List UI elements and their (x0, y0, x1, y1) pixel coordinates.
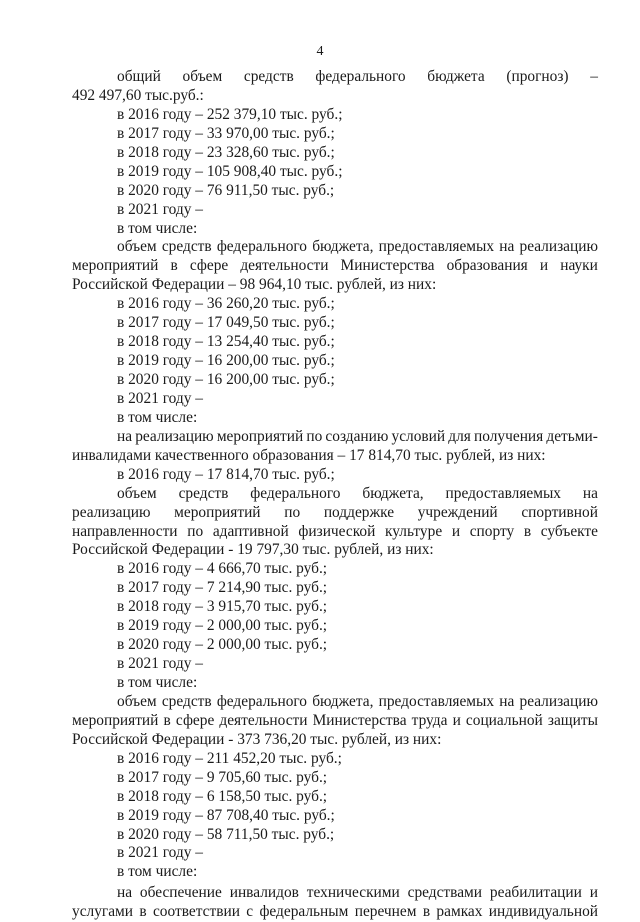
labor-line-3: Российской Федерации - 373 736,20 тыс. рублей, из них: (72, 730, 442, 748)
year-line: в 2021 году – (117, 389, 203, 407)
document-body (72, 68, 598, 922)
children-line-2: инвалидами качественного образования – 17 814,70 тыс. рублей, из них: (72, 446, 546, 464)
year-line: в 2019 году – 105 908,40 тыс. руб.; (117, 162, 343, 180)
year-line: в 2020 году – 2 000,00 тыс. руб.; (117, 636, 328, 654)
year-line: в 2017 году – 17 049,50 тыс. руб.; (117, 314, 335, 332)
education-line-1: объем средств федерального бюджета, предоставляемых на реализацию (117, 238, 598, 256)
sport-line-1: объем средств федерального бюджета, предоставляемых на (117, 484, 598, 502)
year-line: в 2018 году – 6 158,50 тыс. руб.; (117, 787, 328, 805)
federal-total-amount: 492 497,60 тыс.руб.: (72, 86, 204, 104)
year-line: в 2017 году – 33 970,00 тыс. руб.; (117, 124, 335, 142)
year-line: в 2019 году – 2 000,00 тыс. руб.; (117, 617, 328, 635)
year-line: в 2018 году – 13 254,40 тыс. руб.; (117, 333, 335, 351)
year-line: в 2021 году – (117, 844, 203, 862)
labor-line-1: объем средств федерального бюджета, предоставляемых на реализацию (117, 692, 598, 710)
year-line: в 2016 году – 4 666,70 тыс. руб.; (117, 560, 328, 578)
federal-total-line: общий объем средств федерального бюджета (прогноз) – (117, 68, 598, 85)
including-label: в том числе: (117, 863, 198, 881)
page-number: 4 (316, 44, 324, 59)
year-line: в 2016 году – 252 379,10 тыс. руб.; (117, 105, 343, 123)
year-line: в 2016 году – 211 452,20 тыс. руб.; (117, 749, 342, 767)
year-line: в 2020 году – 58 711,50 тыс. руб.; (117, 825, 335, 843)
education-line-2: мероприятий в сфере деятельности Министерства образования и науки (72, 257, 598, 275)
year-line: в 2017 году – 7 214,90 тыс. руб.; (117, 579, 328, 597)
year-line: в 2019 году – 16 200,00 тыс. руб.; (117, 352, 335, 370)
year-line: в 2016 году – 36 260,20 тыс. руб.; (117, 295, 335, 313)
year-line: в 2018 году – 23 328,60 тыс. руб.; (117, 143, 335, 161)
year-line: в 2021 году – (117, 655, 203, 673)
year-line: в 2018 году – 3 915,70 тыс. руб.; (117, 598, 328, 616)
labor-line-2: мероприятий в сфере деятельности Министерства труда и социальной защиты (72, 711, 598, 729)
children-line-1: на реализацию мероприятий по созданию условий для получения детьми- (117, 427, 598, 445)
sport-line-2: реализацию мероприятий по поддержке учреждений спортивной (72, 503, 598, 521)
year-line: в 2019 году – 87 708,40 тыс. руб.; (117, 806, 335, 824)
sport-line-3: направленности по адаптивной физической культуре и спорту в субъекте (72, 522, 598, 540)
rehab-line-1: на обеспечение инвалидов техническими средствами реабилитации и (117, 884, 598, 902)
including-label: в том числе: (117, 674, 198, 691)
year-line: в 2017 году – 9 705,60 тыс. руб.; (117, 768, 328, 786)
year-line: в 2021 году – (117, 200, 203, 218)
year-line: в 2016 году – 17 814,70 тыс. руб.; (117, 465, 335, 483)
year-line: в 2020 году – 16 200,00 тыс. руб.; (117, 371, 335, 388)
including-label: в том числе: (117, 408, 198, 426)
year-line: в 2020 году – 76 911,50 тыс. руб.; (117, 181, 335, 199)
rehab-line-2: услугами в соответствии с федеральным перечнем в рамках индивидуальной (72, 903, 598, 921)
education-line-3: Российской Федерации – 98 964,10 тыс. рублей, из них: (72, 276, 437, 294)
sport-line-4: Российской Федерации - 19 797,30 тыс. рублей, из них: (72, 541, 434, 559)
including-label: в том числе: (117, 219, 198, 237)
